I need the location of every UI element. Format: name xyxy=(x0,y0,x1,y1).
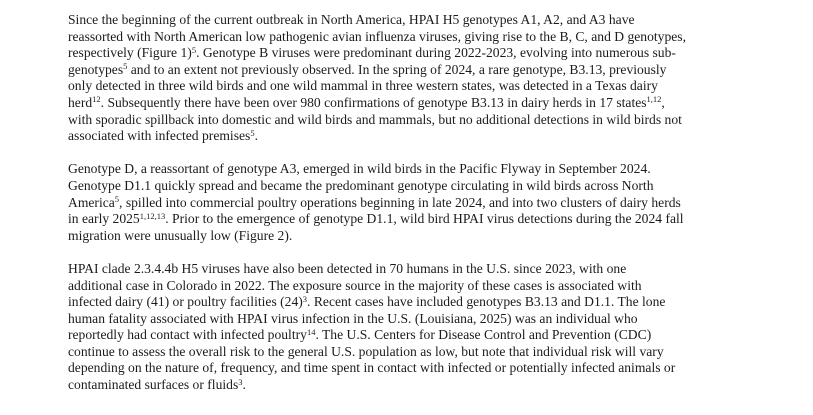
text-line: respectively (Figure 1)$^5$. Genotype B viruses were predominant during 2022-2023, evolving into numerous sub- xyxy=(68,44,676,61)
reference-superscript: 3 xyxy=(302,293,308,304)
text-line: HPAI clade 2.3.4.4b H5 viruses have also been detected in 70 humans in the U.S. since 2023, with one xyxy=(68,260,627,276)
text-line: Genotype D1.1 quickly spread and became the predominant genotype circulating in wild birds across North xyxy=(68,177,654,193)
text-line: migration were unusually low (Figure 2). xyxy=(68,227,293,243)
reference-superscript: 5 xyxy=(114,194,120,205)
paragraph xyxy=(68,261,798,394)
text-line: only detected in three wild birds and one wild mammal in three western states, was detected in a Texas dairy xyxy=(68,78,658,94)
text-line: Since the beginning of the current outbreak in North America, HPAI H5 genotypes A1, A2, and A3 have xyxy=(68,12,635,27)
text-line: reportedly had contact with infected poultry$^{14}$. The U.S. Centers for Disease Control and Prevention (CDC) xyxy=(68,326,652,343)
text-line: depending on the nature of, frequency, and time spent in contact with infected or potentially infected animals or xyxy=(68,360,676,376)
document-text xyxy=(68,12,798,410)
reference-superscript: 14 xyxy=(306,326,316,337)
text-line: America$^5$, spilled into commercial poultry operations beginning in late 2024, and into two clusters of dairy herds xyxy=(68,194,681,210)
text-line: associated with infected premises$^5$. xyxy=(68,127,258,144)
reference-superscript: 1,12 xyxy=(646,94,662,105)
reference-superscript: 5 xyxy=(191,44,197,55)
text-line: additional case in Colorado in 2022. The exposure source in the majority of these cases is associated with xyxy=(68,277,642,293)
reference-superscript: 12 xyxy=(92,94,101,105)
text-line: herd$^{12}$. Subsequently there have been over 980 confirmations of genotype B3.13 in dairy herds in 17 states$^{1,12}$, xyxy=(68,94,665,110)
text-line: reassorted with North American low pathogenic avian influenza viruses, giving rise to the B, C, and D genotypes, xyxy=(68,28,686,44)
text-line: infected dairy (41) or poultry facilities (24)$^3$. Recent cases have included genotypes B3.13 and D1.1. The lone xyxy=(68,293,666,310)
reference-superscript: 5 xyxy=(123,61,128,72)
text-line: continue to assess the overall risk to the general U.S. population as low, but note that individual risk will vary xyxy=(68,343,664,359)
text-line: genotypes$^5$ and to an extent not previously observed. In the spring of 2024, a rare genotype, B3.13, previously xyxy=(68,61,667,77)
paragraph xyxy=(68,161,798,244)
text-line: human fatality associated with HPAI virus infection in the U.S. (Louisiana, 2025) was an individual who xyxy=(68,310,638,326)
text-line: with sporadic spillback into domestic and wild birds and mammals, but no additional detections in wild birds not xyxy=(68,111,682,127)
reference-superscript: 5 xyxy=(250,127,255,138)
reference-superscript: 3 xyxy=(238,376,243,387)
text-line: contaminated surfaces or fluids$^3$. xyxy=(68,376,246,393)
reference-superscript: 1,12,13 xyxy=(139,210,166,221)
text-line: in early 2025$^{1,12,13}$. Prior to the emergence of genotype D1.1, wild bird HPAI virus detections during the 2024 fall xyxy=(68,210,684,227)
text-line: Genotype D, a reassortant of genotype A3, emerged in wild birds in the Pacific Flyway in September 2024. xyxy=(68,161,651,177)
paragraph xyxy=(68,12,798,145)
